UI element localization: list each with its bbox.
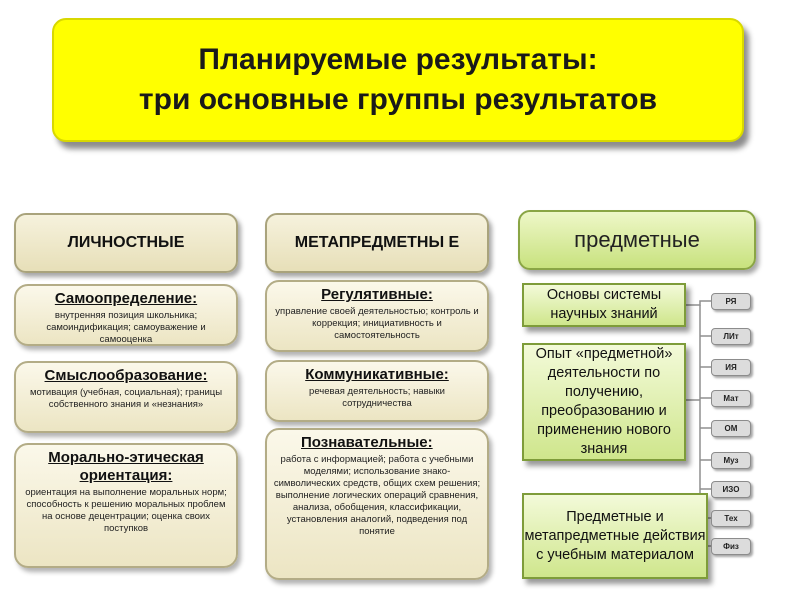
card-text: работа с информацией; работа с учебными моделями; использование знако-символических средств, общих схем решения; выполнение логических операций сравнения, анализа, обобщения, классификации, установления аналогий, подведения под понятие — [273, 454, 481, 537]
card-text: внутренняя позиция школьника; самоиндификация; самоуважение и самооценка — [46, 310, 206, 345]
header-metapredmetnye: МЕТАПРЕДМЕТНЫ Е — [265, 213, 489, 273]
card-title: Смыслообразование: — [44, 367, 208, 384]
card-kommunikativnye — [265, 360, 489, 422]
title-line-1: Планируемые результаты: — [198, 43, 598, 76]
connector-line — [686, 301, 711, 305]
card-regulyativnye — [265, 280, 489, 352]
box-opyt-deyatelnosti: Опыт «предметной» деятельности по получению, преобразованию и применению нового знания — [522, 343, 686, 461]
header-predmetnye: предметные — [518, 210, 756, 270]
subject-chip-mat: Мат — [711, 390, 751, 407]
subject-chip-iya: ИЯ — [711, 359, 751, 376]
subject-chip-lit: ЛИт — [711, 328, 751, 345]
card-title: Морально-этическая ориентация: — [48, 449, 204, 484]
subject-chip-ry: РЯ — [711, 293, 751, 310]
card-smysloobrazovanie — [14, 361, 238, 433]
title-line-2: три основные группы результатов — [138, 83, 658, 116]
header-lichnostnye: ЛИЧНОСТНЫЕ — [14, 213, 238, 273]
card-samoopredelenie — [14, 284, 238, 346]
subject-chip-teh: Тех — [711, 510, 751, 527]
card-title: Познавательные: — [301, 434, 433, 451]
box-predmetnye-deystviya: Предметные и метапредметные действия с учебным материалом — [522, 493, 708, 579]
card-title: Регулятивные: — [321, 286, 433, 303]
subject-chip-muz: Муз — [711, 452, 751, 469]
card-text: мотивация (учебная, социальная); границы собственного знания и «незнания» — [29, 387, 223, 410]
card-text: ориентация на выполнение моральных норм; способность к решению моральных проблем на основе децентрации; оценка своих поступков — [25, 487, 227, 534]
card-text: управление своей деятельностью; контроль и коррекция; инициативность и самостоятельность — [275, 306, 479, 341]
subject-chip-fiz: Физ — [711, 538, 751, 555]
card-title: Коммуникативные: — [305, 366, 449, 383]
card-moralno-eticheskaya — [14, 443, 238, 568]
box-osnovy-sistemy: Основы системы научных знаний — [522, 283, 686, 327]
card-text: речевая деятельность; навыки сотрудничества — [309, 386, 445, 409]
card-poznavatelnye — [265, 428, 489, 580]
subject-chip-izo: ИЗО — [711, 481, 751, 498]
subject-chip-om: ОМ — [711, 420, 751, 437]
card-title: Самоопределение: — [54, 290, 198, 307]
